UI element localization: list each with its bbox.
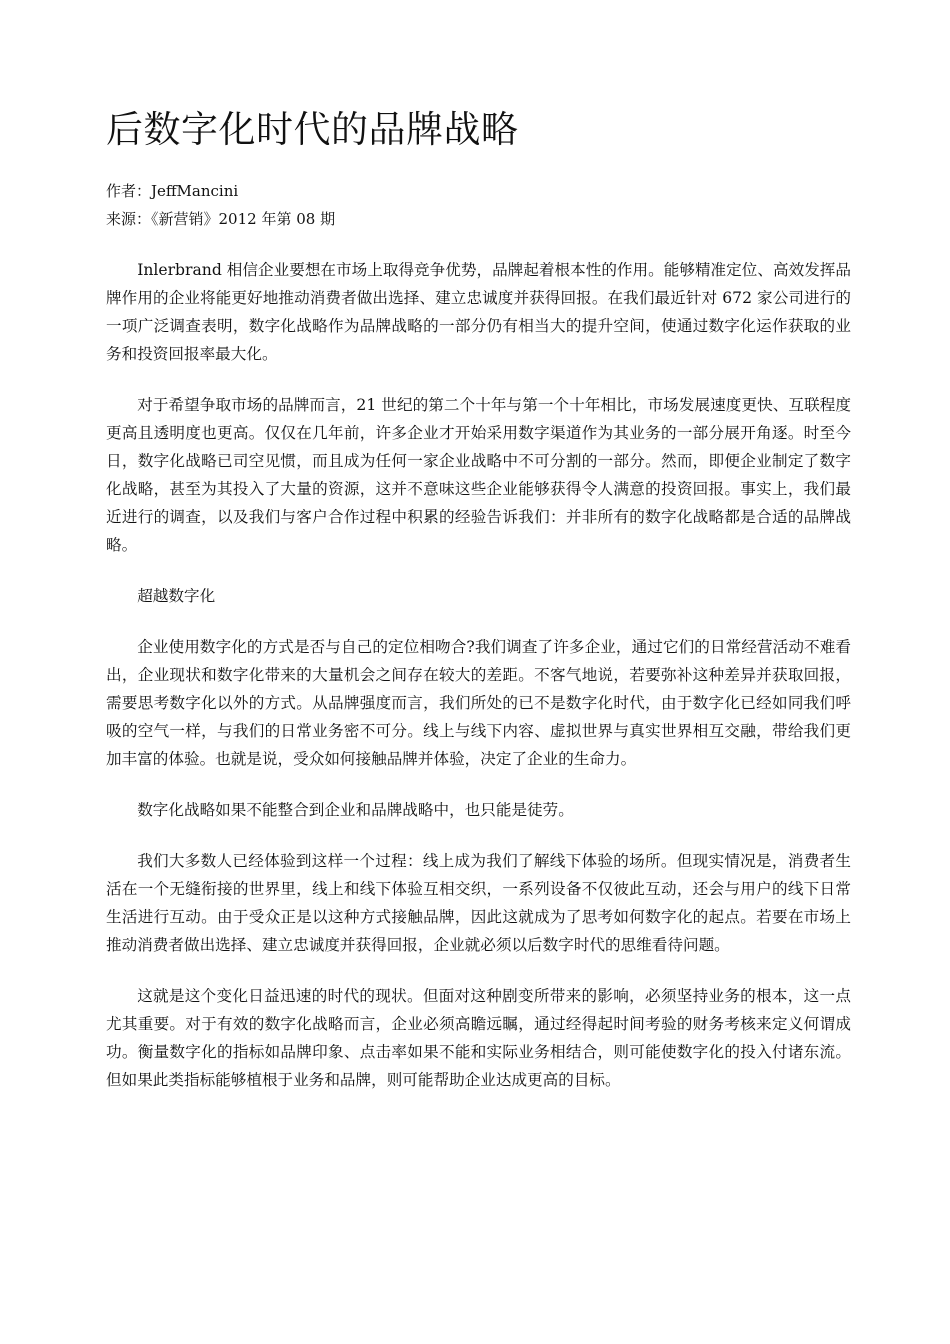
article-author: 作者：JeffMancini: [106, 182, 239, 200]
section-heading-beyond-digital: 超越数字化: [137, 587, 216, 605]
paragraph-positioning: 企业使用数字化的方式是否与自己的定位相吻合?我们调查了许多企业，通过它们的日常经营活动不难看出，企业现状和数字化带来的大量机会之间存在较大的差距。不客气地说，若要弥补这种差异并获取回报，需要思考数字化以外的方式。从品牌强度而言，我们所处的已不是数字化时代，由于数字化已经如同我们呼吸的空气一样，与我们的日常业务密不可分。线上与线下内容、虚拟世界与真实世界相互交融，带给我们更加丰富的体验。也就是说，受众如何接触品牌并体验，决定了企业的生命力。: [106, 638, 851, 768]
paragraph-integration: 数字化战略如果不能整合到企业和品牌战略中，也只能是徒劳。: [137, 801, 574, 819]
paragraph-online-offline: 我们大多数人已经体验到这样一个过程：线上成为我们了解线下体验的场所。但现实情况是，消费者生活在一个无缝衔接的世界里，线上和线下体验互相交织，一系列设备不仅彼此互动，还会与用户的线下日常生活进行互动。由于受众正是以这种方式接触品牌，因此这就成为了思考如何数字化的起点。若要在市场上推动消费者做出选择、建立忠诚度并获得回报，企业就必须以后数字时代的思维看待问题。: [106, 852, 851, 954]
paragraph-market: 对于希望争取市场的品牌而言，21 世纪的第二个十年与第一个十年相比，市场发展速度更快、互联程度更高且透明度也更高。仅仅在几年前，许多企业才开始采用数字渠道作为其业务的一部分展开角逐。时至今日，数字化战略已司空见惯，而且成为任何一家企业战略中不可分割的一部分。然而，即便企业制定了数字化战略，甚至为其投入了大量的资源，这并不意味这些企业能够获得令人满意的投资回报。事实上，我们最近进行的调查，以及我们与客户合作过程中积累的经验告诉我们：并非所有的数字化战略都是合适的品牌战略。: [106, 396, 851, 554]
article-body: [106, 256, 851, 1117]
article-source: 来源：《新营销》2012 年第 08 期: [106, 210, 336, 228]
paragraph-intro: Inlerbrand 相信企业要想在市场上取得竞争优势，品牌起着根本性的作用。能够精准定位、高效发挥品牌作用的企业将能更好地推动消费者做出选择、建立忠诚度并获得回报。在我们最近针对 672 家公司进行的一项广泛调查表明，数字化战略作为品牌战略的一部分仍有相当大的提升空间，使通过数字化运作获取的业务和投资回报率最大化。: [106, 261, 851, 363]
paragraph-fundamentals: 这就是这个变化日益迅速的时代的现状。但面对这种剧变所带来的影响，必须坚持业务的根本，这一点尤其重要。对于有效的数字化战略而言，企业必须高瞻远瞩，通过经得起时间考验的财务考核来定义何谓成功。衡量数字化的指标如品牌印象、点击率如果不能和实际业务相结合，则可能使数字化的投入付诸东流。但如果此类指标能够植根于业务和品牌，则可能帮助企业达成更高的目标。: [106, 987, 851, 1089]
article-title: 后数字化时代的品牌战略: [106, 108, 519, 151]
